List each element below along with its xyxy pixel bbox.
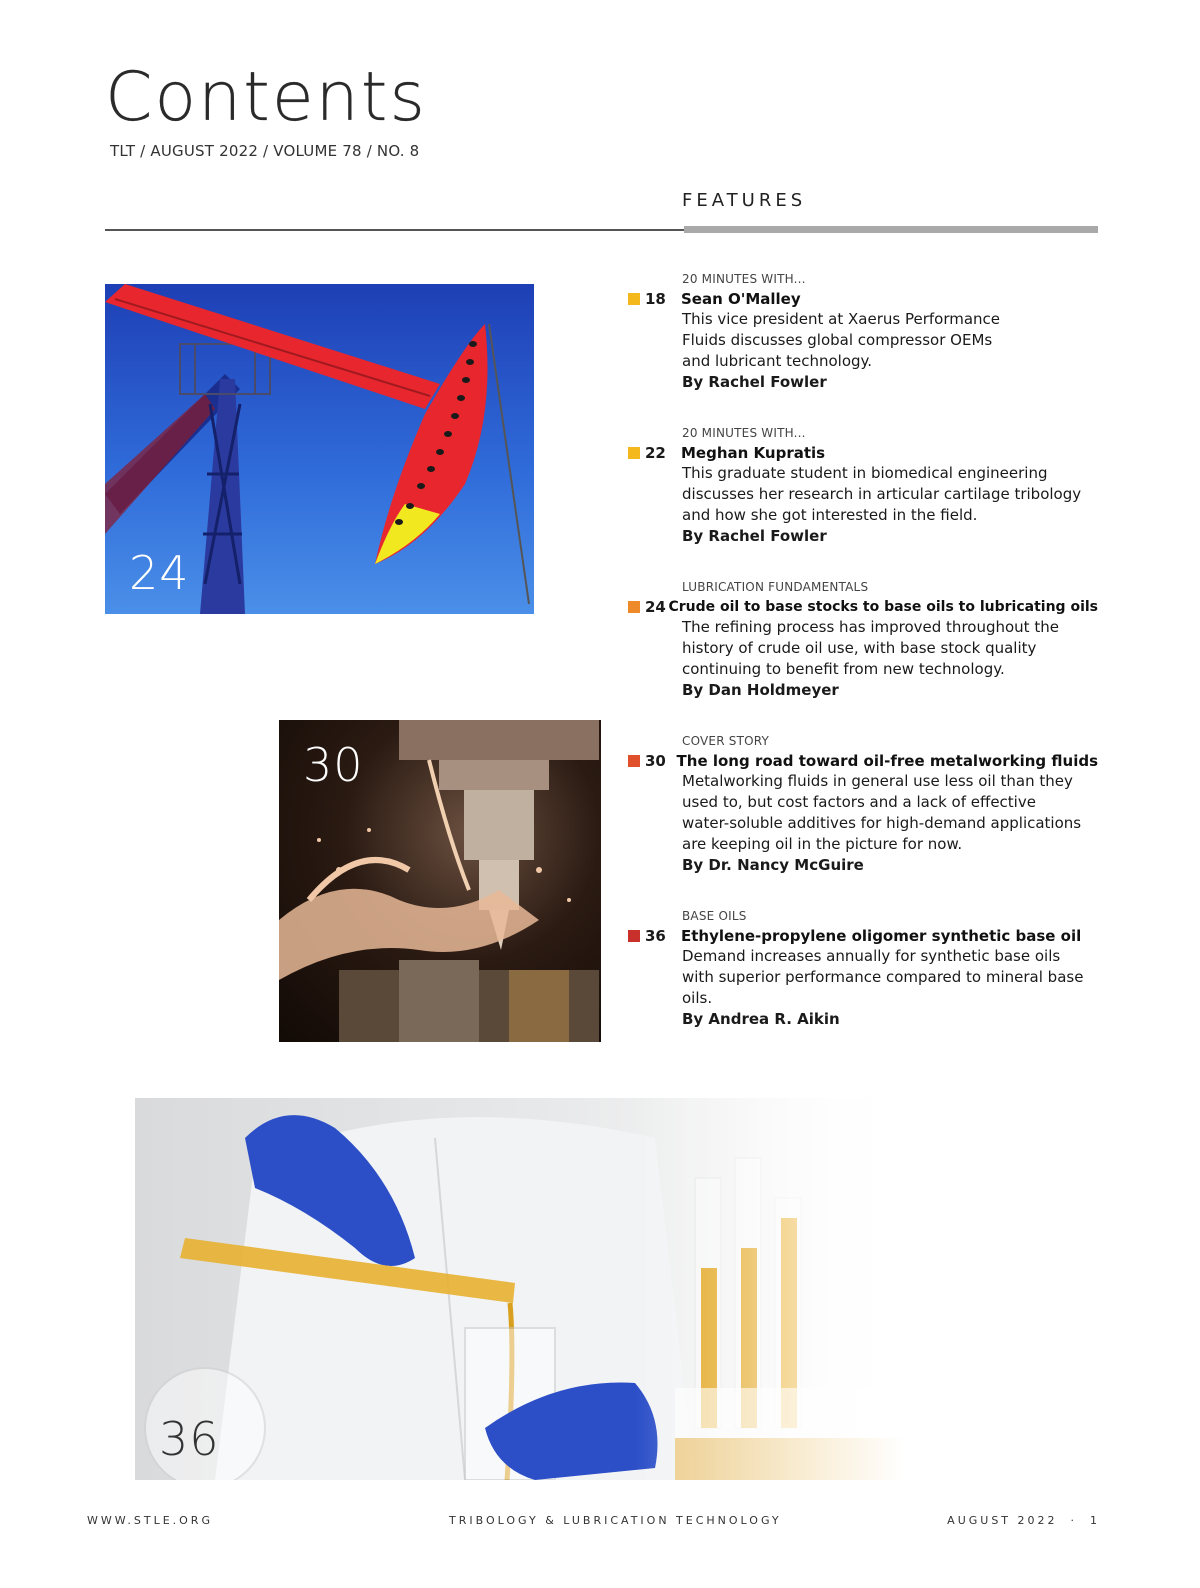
entry-byline: By Dr. Nancy McGuire [682,856,864,874]
features-rule [684,226,1098,233]
photo-page-number: 36 [159,1412,220,1466]
entry-description: Metalworking fluids in general use less oil than they used to, but cost factors and a lack of effective water-soluble additives for high-demand applications are keeping oil in the picture for now. [682,772,1082,853]
entry-description: This graduate student in biomedical engineering discusses her research in articular cartilage tribology and how she got interested in the field. [682,464,1082,524]
entry-byline: By Rachel Fowler [682,373,827,391]
footer-publication: TRIBOLOGY & LUBRICATION TECHNOLOGY [449,1514,782,1527]
color-square-icon [628,601,640,613]
entry-title[interactable]: Ethylene-propylene oligomer synthetic base oil [681,927,1082,945]
toc-entry[interactable] [628,734,1098,876]
entry-page-number: 36 [645,927,666,945]
section-label-features: FEATURES [682,190,807,211]
entry-department: BASE OILS [682,909,747,923]
entry-byline: By Dan Holdmeyer [682,681,839,699]
entry-department: LUBRICATION FUNDAMENTALS [682,580,869,594]
entry-department: 20 MINUTES WITH... [682,272,806,286]
entry-title[interactable]: Sean O'Malley [681,290,801,308]
header-rule [105,229,685,231]
entry-title[interactable]: The long road toward oil-free metalworking fluids [676,752,1098,770]
entry-page-number: 30 [645,752,666,770]
footer-website[interactable]: WWW.STLE.ORG [87,1514,213,1527]
entry-title[interactable]: Crude oil to base stocks to base oils to lubricating oils [668,599,1098,615]
color-square-icon [628,930,640,942]
issue-line: TLT / AUGUST 2022 / VOLUME 78 / NO. 8 [110,142,420,160]
footer-date-page: AUGUST 2022 · 1 [947,1514,1100,1527]
toc-entry[interactable] [628,272,1098,393]
color-square-icon [628,755,640,767]
entry-page-number: 18 [645,290,666,308]
photo-lab [135,1098,905,1480]
entry-department: COVER STORY [682,734,770,748]
toc-entry[interactable] [628,580,1098,701]
entry-description: The refining process has improved throughout the history of crude oil use, with base stock quality continuing to benefit from new technology. [682,618,1059,678]
photo-metalworking [279,720,601,1042]
page-title: Contents [105,58,427,137]
entry-department: 20 MINUTES WITH... [682,426,806,440]
entry-page-number: 24 [645,598,666,616]
photo-page-number: 24 [129,546,190,600]
entry-byline: By Rachel Fowler [682,527,827,545]
photo-pump-jack [105,284,534,614]
color-square-icon [628,447,640,459]
entry-byline: By Andrea R. Aikin [682,1010,840,1028]
entry-description: Demand increases annually for synthetic base oils with superior performance compared to mineral base oils. [682,947,1084,1007]
color-square-icon [628,293,640,305]
toc-entry[interactable] [628,426,1098,547]
lab-image [135,1098,905,1480]
entry-description: This vice president at Xaerus Performance Fluids discusses global compressor OEMs and lubricant technology. [682,310,1001,370]
toc-entry[interactable] [628,909,1098,1030]
entry-page-number: 22 [645,444,666,462]
entry-title[interactable]: Meghan Kupratis [681,444,826,462]
photo-page-number: 30 [303,738,364,792]
